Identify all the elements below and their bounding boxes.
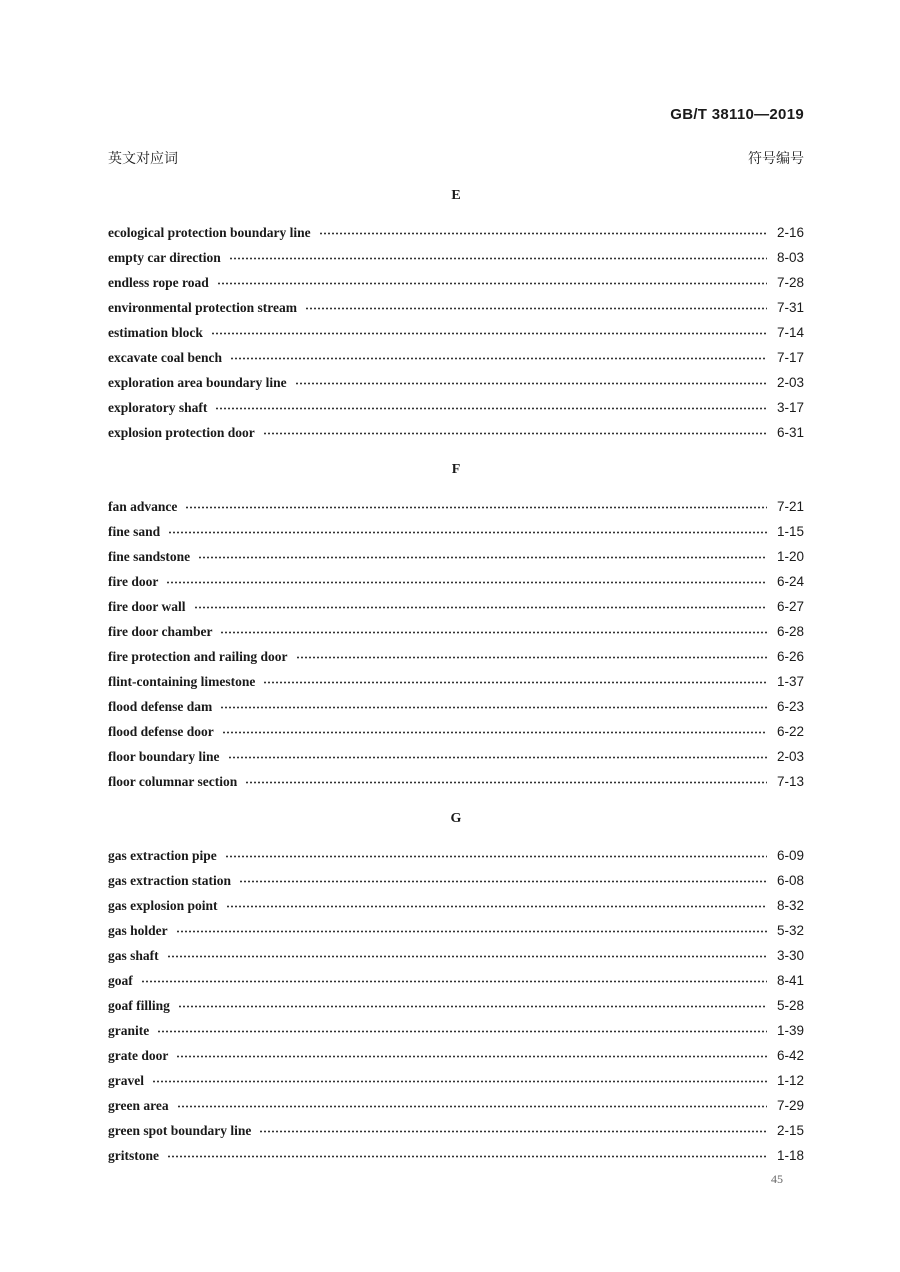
entry-term: granite [108, 1023, 150, 1038]
entry-symbol-code: 1-18 [776, 1148, 804, 1163]
entry-symbol-code: 6-22 [776, 724, 804, 739]
entry-symbol-code: 7-17 [776, 350, 804, 365]
entry-term: environmental protection stream [108, 300, 297, 315]
entry-symbol-code: 6-42 [776, 1048, 804, 1063]
header-symbol-number: 符号编号 [748, 151, 804, 167]
dot-leader [211, 331, 767, 336]
dot-leader [220, 630, 767, 635]
index-entry [108, 547, 804, 572]
entry-term: empty car direction [108, 250, 221, 265]
entry-term: fine sandstone [108, 549, 191, 564]
entry-symbol-code: 6-09 [776, 848, 804, 863]
dot-leader [198, 555, 767, 560]
entry-symbol-code: 6-26 [776, 649, 804, 664]
entry-symbol-code: 7-13 [776, 774, 804, 789]
index-entry [108, 298, 804, 323]
entry-term: gas holder [108, 923, 168, 938]
entry-term: flint-containing limestone [108, 674, 256, 689]
entry-symbol-code: 1-12 [776, 1073, 804, 1088]
dot-leader [245, 780, 767, 785]
entry-term: flood defense dam [108, 699, 213, 714]
dot-leader [229, 256, 767, 261]
section-g [108, 809, 804, 1171]
entry-term: explosion protection door [108, 425, 255, 440]
entry-symbol-code: 1-15 [776, 524, 804, 539]
dot-leader [194, 605, 768, 610]
index-entry [108, 1071, 804, 1096]
entry-symbol-code: 5-32 [776, 923, 804, 938]
entry-term: gas shaft [108, 948, 159, 963]
entry-term: green spot boundary line [108, 1123, 252, 1138]
index-entry [108, 323, 804, 348]
entry-symbol-code: 6-28 [776, 624, 804, 639]
index-entry [108, 722, 804, 747]
entry-term: flood defense door [108, 724, 214, 739]
entry-term: fine sand [108, 524, 161, 539]
entry-symbol-code: 6-23 [776, 699, 804, 714]
index-entry [108, 772, 804, 797]
dot-leader [226, 904, 767, 909]
entry-symbol-code: 8-03 [776, 250, 804, 265]
index-entry [108, 348, 804, 373]
entry-term: exploratory shaft [108, 400, 208, 415]
index-entry [108, 971, 804, 996]
dot-leader [217, 281, 767, 286]
index-entry [108, 373, 804, 398]
index-entry [108, 996, 804, 1021]
index-entry [108, 423, 804, 448]
standard-code: GB/T 38110—2019 [670, 106, 804, 123]
entry-symbol-code: 6-27 [776, 599, 804, 614]
dot-leader [263, 431, 767, 436]
entry-symbol-code: 1-37 [776, 674, 804, 689]
entry-symbol-code: 8-41 [776, 973, 804, 988]
entry-term: fire protection and railing door [108, 649, 288, 664]
index-entry [108, 1021, 804, 1046]
index-entry [108, 248, 804, 273]
entry-symbol-code: 7-29 [776, 1098, 804, 1113]
entry-term: estimation block [108, 325, 203, 340]
entry-term: endless rope road [108, 275, 209, 290]
entry-term: floor columnar section [108, 774, 238, 789]
entry-term: fan advance [108, 499, 178, 514]
dot-leader [239, 879, 767, 884]
dot-leader [177, 1104, 767, 1109]
entry-term: gas explosion point [108, 898, 218, 913]
entry-term: gravel [108, 1073, 144, 1088]
header-english-term: 英文对应词 [108, 151, 178, 167]
dot-leader [167, 954, 767, 959]
dot-leader [228, 755, 767, 760]
entry-term: green area [108, 1098, 169, 1113]
dot-leader [176, 929, 767, 934]
section-e [108, 186, 804, 448]
index-entry [108, 946, 804, 971]
dot-leader [220, 705, 767, 710]
dot-leader [263, 680, 767, 685]
index-entry [108, 747, 804, 772]
index-entry [108, 273, 804, 298]
section-f [108, 460, 804, 797]
index-entry [108, 896, 804, 921]
section-letter: G [450, 811, 462, 826]
entry-symbol-code: 3-17 [776, 400, 804, 415]
entry-symbol-code: 5-28 [776, 998, 804, 1013]
entry-term: floor boundary line [108, 749, 220, 764]
dot-leader [185, 505, 767, 510]
index-entry [108, 1146, 804, 1171]
entry-symbol-code: 7-14 [776, 325, 804, 340]
entry-term: fire door chamber [108, 624, 213, 639]
dot-leader [295, 381, 767, 386]
index-entry [108, 223, 804, 248]
entry-symbol-code: 7-31 [776, 300, 804, 315]
entry-symbol-code: 2-16 [776, 225, 804, 240]
column-header [108, 148, 804, 168]
dot-leader [230, 356, 767, 361]
index-entry [108, 1096, 804, 1121]
entry-term: fire door [108, 574, 159, 589]
index-entry [108, 1046, 804, 1071]
entry-term: ecological protection boundary line [108, 225, 311, 240]
index-entry [108, 622, 804, 647]
dot-leader [296, 655, 768, 660]
entry-term: grate door [108, 1048, 169, 1063]
entry-term: goaf filling [108, 998, 170, 1013]
entry-term: gas extraction station [108, 873, 231, 888]
index-entry [108, 1121, 804, 1146]
dot-leader [157, 1029, 767, 1034]
entry-symbol-code: 7-28 [776, 275, 804, 290]
entry-symbol-code: 6-08 [776, 873, 804, 888]
index-entry [108, 497, 804, 522]
entry-symbol-code: 2-03 [776, 749, 804, 764]
dot-leader [259, 1129, 767, 1134]
entry-symbol-code: 7-21 [776, 499, 804, 514]
dot-leader [305, 306, 767, 311]
index-entry [108, 572, 804, 597]
entry-term: exploration area boundary line [108, 375, 287, 390]
dot-leader [167, 1154, 767, 1159]
section-letter: F [451, 462, 461, 477]
dot-leader [225, 854, 767, 859]
dot-leader [215, 406, 767, 411]
entry-symbol-code: 1-39 [776, 1023, 804, 1038]
dot-leader [319, 231, 767, 236]
index-entry [108, 871, 804, 896]
dot-leader [222, 730, 767, 735]
index-entry [108, 597, 804, 622]
entry-symbol-code: 2-15 [776, 1123, 804, 1138]
entry-symbol-code: 1-20 [776, 549, 804, 564]
entry-term: gritstone [108, 1148, 159, 1163]
entry-symbol-code: 3-30 [776, 948, 804, 963]
index-entry [108, 398, 804, 423]
entry-term: gas extraction pipe [108, 848, 217, 863]
page-number: 45 [771, 1172, 783, 1186]
dot-leader [178, 1004, 767, 1009]
entry-symbol-code: 6-24 [776, 574, 804, 589]
entry-term: goaf [108, 973, 133, 988]
index-entry [108, 672, 804, 697]
entry-term: excavate coal bench [108, 350, 222, 365]
section-letter: E [451, 188, 461, 203]
index-entry [108, 697, 804, 722]
dot-leader [168, 530, 767, 535]
index-entry [108, 522, 804, 547]
dot-leader [152, 1079, 767, 1084]
entry-symbol-code: 8-32 [776, 898, 804, 913]
dot-leader [176, 1054, 767, 1059]
entry-symbol-code: 6-31 [776, 425, 804, 440]
entry-term: fire door wall [108, 599, 186, 614]
index-entry [108, 921, 804, 946]
index-entry [108, 846, 804, 871]
index-entry [108, 647, 804, 672]
dot-leader [166, 580, 767, 585]
dot-leader [141, 979, 767, 984]
entry-symbol-code: 2-03 [776, 375, 804, 390]
